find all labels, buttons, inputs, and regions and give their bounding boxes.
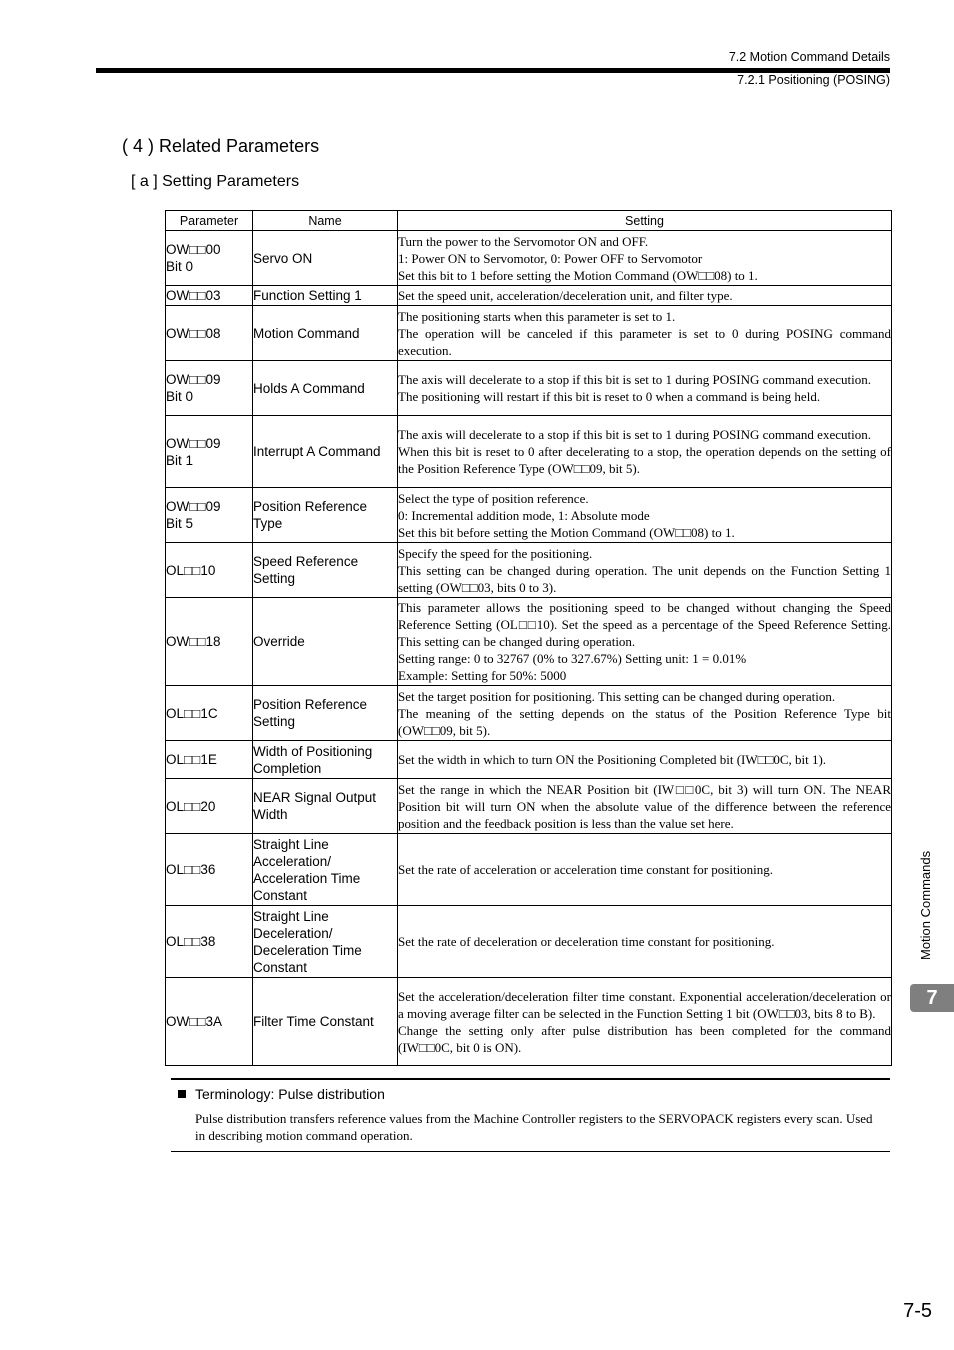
parameter-cell xyxy=(166,488,253,543)
name-cell xyxy=(253,978,398,1066)
setting-cell xyxy=(398,779,892,834)
setting-cell-line: 0: Incremental addition mode, 1: Absolute mode xyxy=(398,507,650,523)
name-cell-line: Setting xyxy=(253,571,296,586)
name-cell xyxy=(253,231,398,286)
setting-cell-line: Set the rate of acceleration or acceleration time constant for positioning. xyxy=(398,862,774,877)
parameter-cell xyxy=(166,231,253,286)
parameter-cell-line: OL□□10 xyxy=(166,562,216,578)
name-cell-line: Servo ON xyxy=(253,250,313,266)
name-cell-line: Straight Line xyxy=(253,908,329,924)
name-cell-line: Acceleration Time xyxy=(253,870,361,886)
setting-cell-line: Turn the power to the Servomotor ON and OFF. xyxy=(398,233,649,249)
setting-cell-line: Set this bit before setting the Motion Command (OW□□08) to 1. xyxy=(398,524,735,540)
parameter-cell xyxy=(166,306,253,361)
name-cell-line: Constant xyxy=(253,887,308,903)
parameter-cell-line: Bit 0 xyxy=(166,389,194,404)
table-body xyxy=(166,231,892,1066)
setting-cell-line: The axis will decelerate to a stop if this bit is set to 1 during POSING command execution. xyxy=(398,372,871,387)
name-cell-line: Holds A Command xyxy=(253,380,365,396)
setting-cell-line: 1: Power ON to Servomotor, 0: Power OFF to Servomotor xyxy=(398,250,703,266)
table-header-row xyxy=(166,211,892,231)
parameter-cell xyxy=(166,286,253,306)
name-cell xyxy=(253,543,398,598)
header-name: Name xyxy=(253,211,398,231)
setting-cell xyxy=(398,361,892,416)
parameter-cell-line: OW□□08 xyxy=(166,325,221,341)
name-cell-line: Filter Time Constant xyxy=(253,1014,374,1029)
table-row xyxy=(166,416,892,488)
setting-cell-line: Change the setting only after pulse distribution has been completed for the command (IW□□0C, bit 0 is ON). xyxy=(398,1022,891,1055)
name-cell xyxy=(253,488,398,543)
terminology-title-text: Terminology: Pulse distribution xyxy=(195,1086,385,1102)
setting-cell-line: Set the range in which the NEAR Position bit (IW□□0C, bit 3) will turn ON. The NEAR Position bit will turn ON when the absolute value of the difference between the reference position and the feedback position is less than the value set here. xyxy=(398,781,891,831)
parameter-cell-line: OW□□00 xyxy=(166,242,221,257)
parameter-cell-line: OW□□18 xyxy=(166,634,221,649)
table-row xyxy=(166,543,892,598)
name-cell-line: Acceleration/ xyxy=(253,853,332,869)
setting-cell-line: The axis will decelerate to a stop if this bit is set to 1 during POSING command execution. xyxy=(398,427,871,442)
table-row xyxy=(166,686,892,741)
parameter-cell-line: OW□□09 xyxy=(166,372,221,387)
terminology-rule-bottom xyxy=(171,1151,890,1152)
name-cell xyxy=(253,306,398,361)
name-cell xyxy=(253,286,398,306)
name-cell-line: Speed Reference xyxy=(253,554,359,569)
setting-cell-line: The operation will be canceled if this parameter is set to 0 during POSING command execution. xyxy=(398,325,891,358)
name-cell-line: Position Reference xyxy=(253,499,368,514)
name-cell-line: Motion Command xyxy=(253,325,360,341)
header-section: 7.2 Motion Command Details xyxy=(728,50,890,64)
parameter-cell-line: Bit 0 xyxy=(166,259,194,274)
parameter-cell-line: Bit 1 xyxy=(166,452,194,468)
setting-cell xyxy=(398,978,892,1066)
setting-cell-line: Example: Setting for 50%: 5000 xyxy=(398,668,567,683)
parameter-cell-line: OW□□09 xyxy=(166,499,221,514)
setting-cell xyxy=(398,488,892,543)
setting-cell xyxy=(398,834,892,906)
setting-cell-line: This parameter allows the positioning speed to be changed without changing the Speed Reference Setting (OL□□10). Set the speed as a percentage of the Speed Reference Setting. This setting can be changed during operation. xyxy=(398,600,891,649)
parameter-cell-line: OL□□1C xyxy=(166,705,218,721)
subsection-title: [ a ] Setting Parameters xyxy=(131,173,300,190)
name-cell xyxy=(253,834,398,906)
setting-cell-line: Select the type of position reference. xyxy=(398,490,589,506)
setting-cell-line: This setting can be changed during operation. The unit depends on the Function Setting 1 setting (OW□□03, bits 0 to 3). xyxy=(398,562,891,595)
parameter-cell-line: OL□□1E xyxy=(166,752,217,767)
name-cell-line: Straight Line xyxy=(253,836,329,852)
header-setting: Setting xyxy=(398,211,892,231)
name-cell-line: Setting xyxy=(253,714,296,729)
setting-cell xyxy=(398,741,892,779)
setting-cell-line: Setting range: 0 to 32767 (0% to 327.67%) Setting unit: 1 = 0.01% xyxy=(398,651,747,666)
parameter-cell-line: OL□□20 xyxy=(166,798,216,814)
setting-cell-line: The meaning of the setting depends on the status of the Position Reference Type bit (OW□□09, bit 5). xyxy=(398,705,891,738)
setting-cell xyxy=(398,306,892,361)
page-number: 7-5 xyxy=(903,1300,932,1322)
section-title: ( 4 ) Related Parameters xyxy=(122,136,320,156)
name-cell-line: Position Reference xyxy=(253,697,368,712)
parameter-cell-line: OL□□36 xyxy=(166,862,216,877)
setting-cell-line: Set the speed unit, acceleration/deceleration unit, and filter type. xyxy=(398,288,733,303)
parameter-cell-line: OW□□03 xyxy=(166,288,221,303)
parameter-cell xyxy=(166,686,253,741)
header-subsection: 7.2.1 Positioning (POSING) xyxy=(737,73,890,87)
name-cell xyxy=(253,779,398,834)
name-cell-line: NEAR Signal Output xyxy=(253,790,377,805)
name-cell-line: Type xyxy=(253,516,283,531)
setting-cell-line: The positioning starts when this parameter is set to 1. xyxy=(398,308,676,324)
name-cell xyxy=(253,906,398,978)
table-row xyxy=(166,306,892,361)
name-cell xyxy=(253,686,398,741)
square-bullet-icon xyxy=(178,1090,186,1098)
parameter-cell xyxy=(166,834,253,906)
name-cell-line: Function Setting 1 xyxy=(253,288,362,303)
table-row xyxy=(166,361,892,416)
chapter-tab: 7 xyxy=(910,984,954,1012)
table-row xyxy=(166,779,892,834)
name-cell-line: Width of Positioning xyxy=(253,743,373,759)
parameter-cell-line: Bit 5 xyxy=(166,516,194,531)
table-row xyxy=(166,598,892,686)
setting-cell xyxy=(398,598,892,686)
name-cell-line: Width xyxy=(253,807,288,822)
setting-cell-line: Set the width in which to turn ON the Positioning Completed bit (IW□□0C, bit 1). xyxy=(398,752,827,767)
setting-cell-line: Specify the speed for the positioning. xyxy=(398,545,593,561)
table-row xyxy=(166,488,892,543)
table-row xyxy=(166,286,892,306)
parameter-cell-line: OL□□38 xyxy=(166,934,216,949)
name-cell-line: Override xyxy=(253,634,305,649)
terminology-body: Pulse distribution transfers reference values from the Machine Controller registers to the SERVOPACK registers every scan. Used in describing motion command operation. xyxy=(195,1111,873,1143)
name-cell xyxy=(253,361,398,416)
parameter-cell xyxy=(166,741,253,779)
terminology-title xyxy=(178,1086,385,1102)
parameter-cell xyxy=(166,543,253,598)
parameter-cell xyxy=(166,779,253,834)
name-cell-line: Completion xyxy=(253,760,322,776)
parameter-cell xyxy=(166,906,253,978)
parameter-cell xyxy=(166,598,253,686)
terminology-rule-top xyxy=(171,1078,890,1080)
table-row xyxy=(166,978,892,1066)
table-row xyxy=(166,741,892,779)
setting-cell xyxy=(398,231,892,286)
setting-parameters-table xyxy=(165,210,892,1066)
setting-cell-line: When this bit is reset to 0 after decelerating to a stop, the operation depends on the setting of the Position Reference Type (OW□□09, bit 5). xyxy=(398,444,891,476)
setting-cell xyxy=(398,416,892,488)
setting-cell-line: Set this bit to 1 before setting the Motion Command (OW□□08) to 1. xyxy=(398,267,758,283)
parameter-cell xyxy=(166,416,253,488)
parameter-cell xyxy=(166,978,253,1066)
name-cell-line: Deceleration/ xyxy=(253,925,333,941)
name-cell xyxy=(253,741,398,779)
parameter-cell xyxy=(166,361,253,416)
name-cell xyxy=(253,598,398,686)
setting-cell-line: Set the acceleration/deceleration filter time constant. Exponential acceleration/deceleration or a moving average filter can be selected in the Function Setting 1 bit (OW□□03, bits 8 to B). xyxy=(398,988,891,1021)
setting-cell-line: Set the rate of deceleration or deceleration time constant for positioning. xyxy=(398,934,775,949)
setting-cell xyxy=(398,686,892,741)
name-cell-line: Interrupt A Command xyxy=(253,444,381,459)
parameter-cell-line: OW□□09 xyxy=(166,435,221,451)
name-cell-line: Deceleration Time xyxy=(253,942,362,958)
parameter-cell-line: OW□□3A xyxy=(166,1014,223,1029)
header-parameter: Parameter xyxy=(166,211,253,231)
table-row xyxy=(166,834,892,906)
setting-cell-line: The positioning will restart if this bit is reset to 0 when a command is being held. xyxy=(398,389,821,404)
setting-cell-line: Set the target position for positioning. This setting can be changed during operation. xyxy=(398,688,836,704)
name-cell-line: Constant xyxy=(253,959,308,975)
setting-cell xyxy=(398,286,892,306)
side-chapter-label: Motion Commands xyxy=(918,850,933,960)
name-cell xyxy=(253,416,398,488)
table-row xyxy=(166,231,892,286)
setting-cell xyxy=(398,543,892,598)
setting-cell xyxy=(398,906,892,978)
table-row xyxy=(166,906,892,978)
